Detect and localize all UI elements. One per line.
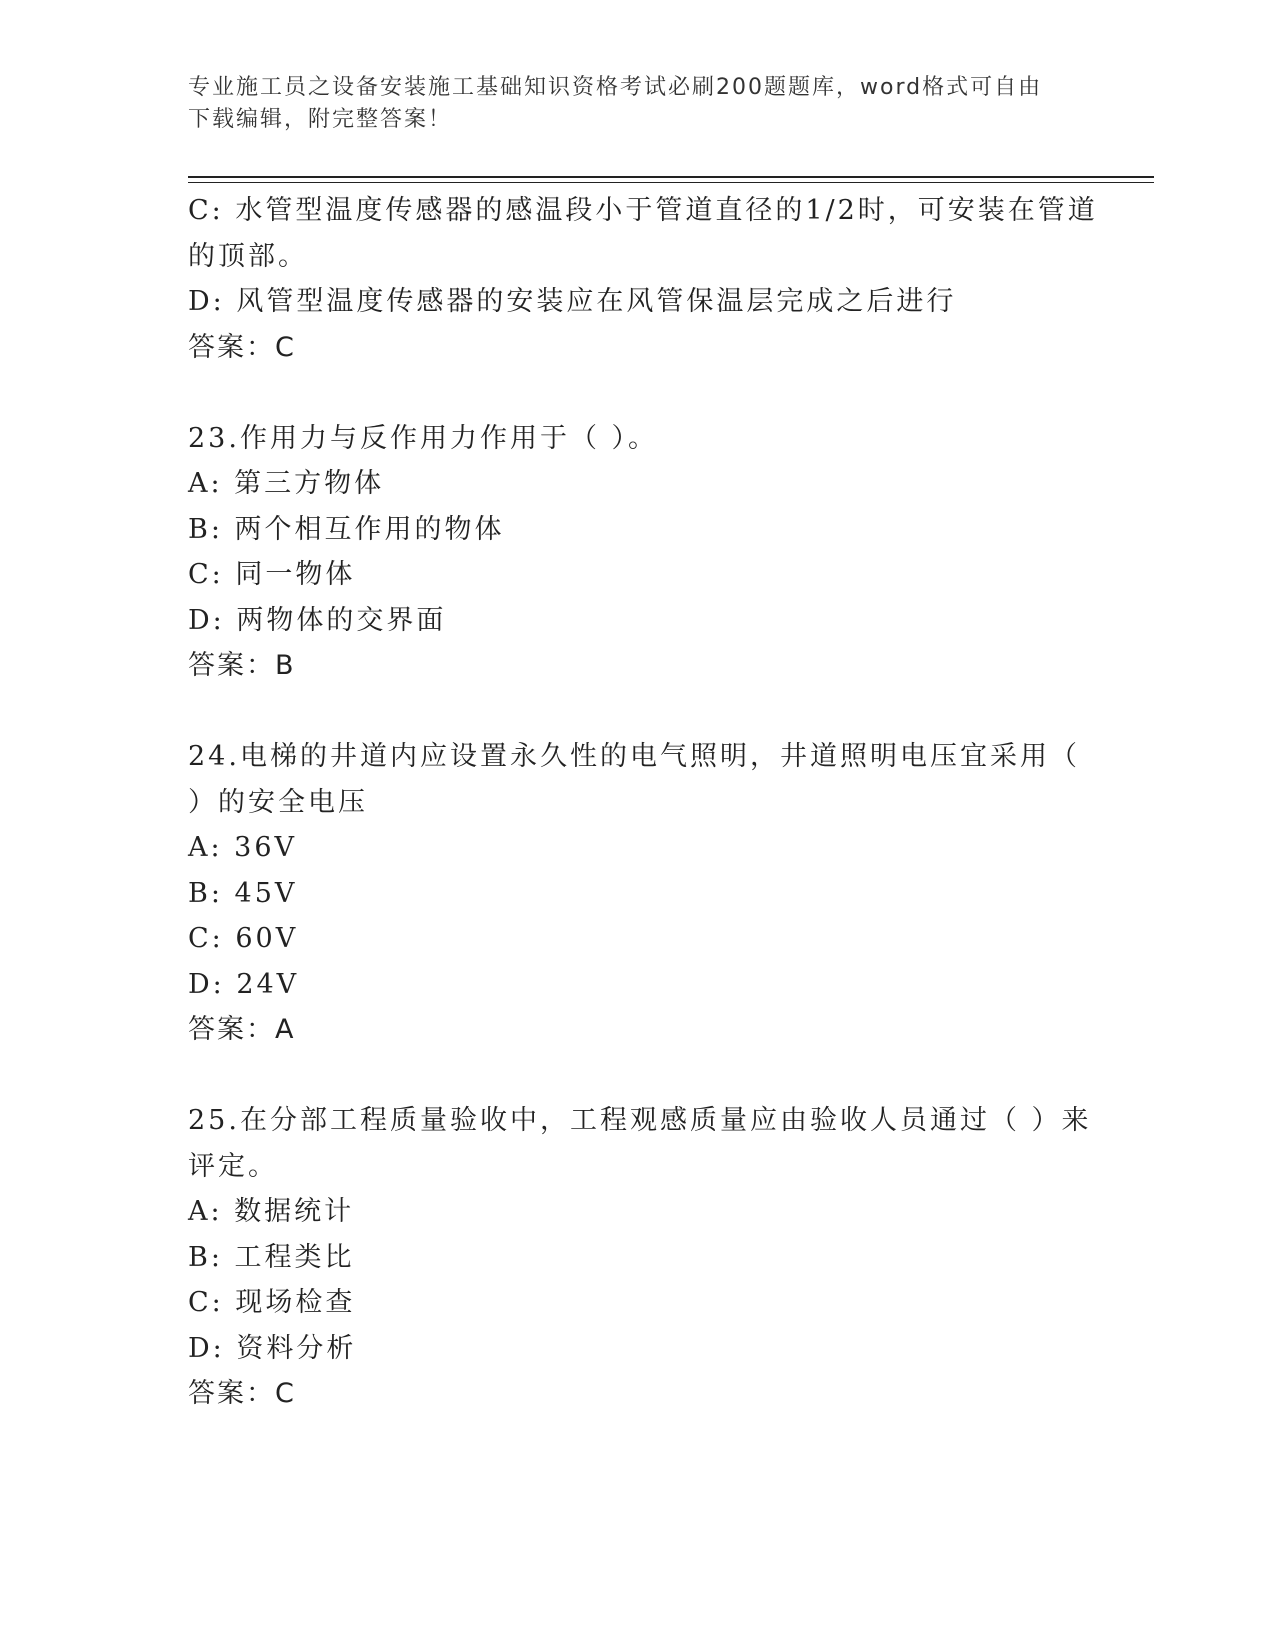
spacer [188,370,1088,416]
option-a: A: 数据统计 [188,1196,355,1227]
option-b: B: 45V [188,877,298,909]
option-c: C: 同一物体 [188,559,356,590]
answer: 答案：C [188,1378,296,1409]
option-c: C: 60V [188,923,299,954]
question-25 [188,1098,1092,1417]
option-c-line-2: 的顶部。 [188,240,308,272]
question-continuation [188,188,1098,370]
question-stem-line-1: 24.电梯的井道内应设置永久性的电气照明，井道照明电压宜采用（ [188,741,1080,772]
header-rule-thick [188,176,1154,178]
header-rule-thin [188,182,1154,183]
spacer [188,689,1088,735]
option-d: D: 资料分析 [188,1332,357,1364]
option-c-line-1: C: 水管型温度传感器的感温段小于管道直径的1/2时，可安装在管道 [188,195,1098,226]
answer: 答案：A [188,1014,296,1045]
question-stem-line-2: 评定。 [188,1150,278,1182]
header-line-1: 专业施工员之设备安装施工基础知识资格考试必刷200题题库，word格式可自由 [188,75,1043,100]
answer: 答案：C [188,331,296,363]
question-stem-line-1: 25.在分部工程质量验收中，工程观感质量应由验收人员通过（ ）来 [188,1105,1092,1136]
question-stem: 23.作用力与反作用力作用于（ ）。 [188,422,659,454]
option-c: C: 现场检查 [188,1287,356,1318]
document-header [188,72,1068,136]
option-d: D: 24V [188,968,300,1000]
option-d: D: 两物体的交界面 [188,604,447,636]
option-a: A: 第三方物体 [188,468,385,499]
option-b: B: 工程类比 [188,1241,355,1273]
question-list [188,188,1098,1417]
option-d: D: 风管型温度传感器的安装应在风管保温层完成之后进行 [188,286,957,317]
option-a: A: 36V [188,832,298,863]
spacer [188,1053,1088,1099]
question-24 [188,734,1088,1053]
question-23 [188,416,1088,689]
answer: 答案：B [188,650,296,681]
question-stem-line-2: ）的安全电压 [188,786,368,818]
option-b: B: 两个相互作用的物体 [188,513,505,545]
header-line-2: 下载编辑，附完整答案！ [188,107,453,132]
